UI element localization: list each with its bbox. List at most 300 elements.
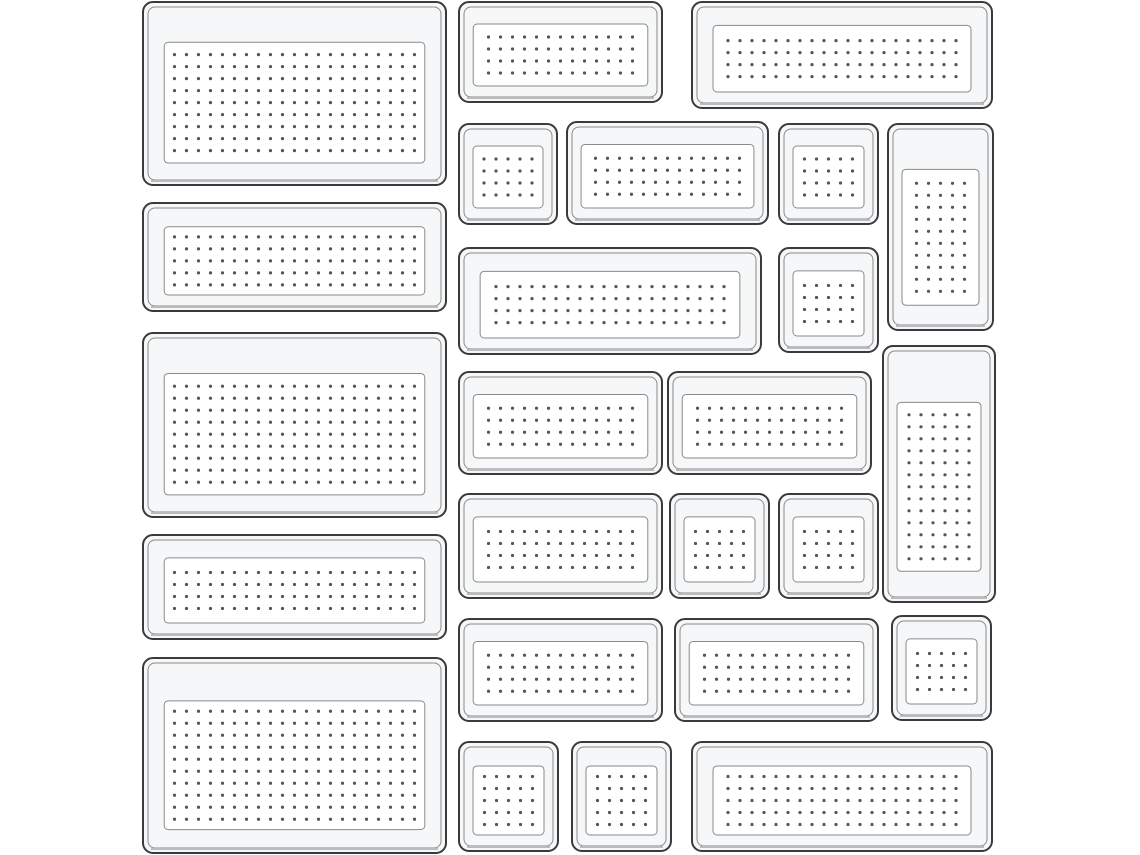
tray-dimple [839,530,842,533]
tray-dimple [815,284,818,287]
tray-dimple [401,385,404,388]
tray-dimple [173,746,176,749]
tray-dimple [602,285,605,288]
tray-dimple [506,193,509,196]
tray-dimple [305,385,308,388]
tray-dimple [233,77,236,80]
tray-dimple [365,235,368,238]
tray-dimple [245,818,248,821]
tray-dimple [823,678,826,681]
tray-dimple [595,431,598,434]
tray-dimple [377,247,380,250]
tray-dimple [257,583,260,586]
tray-dimple [846,51,849,54]
tray-dimple [483,799,486,802]
tray-dimple [559,566,562,569]
tray-dimple [413,137,416,140]
tray-dimple [185,818,188,821]
tray-dimple [798,799,801,802]
tray-dimple [907,461,910,464]
tray-dimple [846,63,849,66]
tray-dimple [317,385,320,388]
tray-dimple [209,421,212,424]
tray-dimple [559,542,562,545]
tray-dimple [742,542,745,545]
organizer-tray [459,2,662,102]
tray-dimple [377,794,380,797]
tray-dimple [197,259,200,262]
tray-dimple [401,125,404,128]
tray-floor [473,394,648,458]
tray-dimple [401,469,404,472]
tray-dimple [221,125,224,128]
tray-dimple [221,583,224,586]
tray-dimple [840,431,843,434]
tray-dimple [578,297,581,300]
tray-dimple [281,77,284,80]
organizer-tray [779,248,878,352]
tray-dimple [353,571,356,574]
tray-dimple [377,457,380,460]
tray-dimple [317,137,320,140]
tray-dimple [706,530,709,533]
tray-dimple [269,818,272,821]
tray-dimple [882,39,885,42]
tray-dimple [595,443,598,446]
tray-dimple [738,169,741,172]
tray-dimple [750,51,753,54]
tray-dimple [341,271,344,274]
tray-dimple [726,51,729,54]
tray-dimple [963,242,966,245]
tray-dimple [487,542,490,545]
tray-dimple [365,481,368,484]
tray-dimple [389,53,392,56]
tray-dimple [571,542,574,545]
tray-dimple [786,811,789,814]
tray-dimple [786,787,789,790]
tray-dimple [413,469,416,472]
tray-dimple [894,787,897,790]
tray-dimple [209,746,212,749]
tray-dimple [631,419,634,422]
tray-dimple [915,182,918,185]
tray-dimple [618,181,621,184]
tray-dimple [317,397,320,400]
tray-dimple [870,811,873,814]
tray-dimple [507,811,510,814]
tray-dimple [401,409,404,412]
tray-dimple [519,823,522,826]
tray-dimple [365,457,368,460]
tray-dimple [828,443,831,446]
tray-dimple [535,47,538,50]
tray-dimple [607,59,610,62]
tray-dimple [197,794,200,797]
tray-dimple [630,181,633,184]
tray-dimple [317,445,320,448]
tray-dimple [245,125,248,128]
tray-dimple [341,595,344,598]
tray-dimple [197,481,200,484]
tray-dimple [547,654,550,657]
tray-dimple [377,125,380,128]
tray-dimple [221,806,224,809]
tray-dimple [919,521,922,524]
tray-dimple [606,157,609,160]
tray-dimple [799,690,802,693]
tray-dimple [329,53,332,56]
tray-dimple [245,481,248,484]
tray-dimple [365,113,368,116]
tray-dimple [173,794,176,797]
tray-dimple [918,811,921,814]
tray-dimple [173,101,176,104]
tray-dimple [281,89,284,92]
tray-dimple [954,63,957,66]
tray-dimple [751,666,754,669]
tray-dimple [341,457,344,460]
tray-dimple [967,521,970,524]
tray-dimple [317,571,320,574]
tray-dimple [726,787,729,790]
tray-dimple [341,149,344,152]
tray-dimple [353,433,356,436]
tray-dimple [815,542,818,545]
tray-dimple [173,65,176,68]
tray-dimple [518,193,521,196]
tray-dimple [245,469,248,472]
tray-dimple [955,413,958,416]
tray-dimple [547,407,550,410]
tray-dimple [233,259,236,262]
tray-dimple [847,666,850,669]
tray-dimple [317,481,320,484]
tray-dimple [173,806,176,809]
tray-dimple [530,285,533,288]
tray-dimple [650,297,653,300]
tray-dimple [245,806,248,809]
tray-dimple [939,254,942,257]
tray-dimple [499,59,502,62]
tray-dimple [919,425,922,428]
tray-dimple [602,297,605,300]
tray-dimple [614,321,617,324]
tray-dimple [185,794,188,797]
tray-dimple [535,59,538,62]
tray-dimple [690,181,693,184]
tray-dimple [542,321,545,324]
tray-dimple [506,309,509,312]
tray-dimple [523,443,526,446]
tray-dimple [317,65,320,68]
tray-dimple [815,566,818,569]
tray-dimple [518,321,521,324]
tray-dimple [762,775,765,778]
tray-dimple [810,39,813,42]
tray-dimple [305,818,308,821]
tray-dimple [329,89,332,92]
tray-dimple [906,799,909,802]
tray-dimple [233,583,236,586]
organizer-tray [888,124,993,330]
tray-dimple [744,443,747,446]
tray-dimple [535,407,538,410]
tray-dimple [233,101,236,104]
tray-dimple [823,654,826,657]
tray-dimple [535,678,538,681]
tray-dimple [305,77,308,80]
tray-dimple [305,433,308,436]
tray-dimple [281,421,284,424]
tray-dimple [738,799,741,802]
tray-dimple [317,125,320,128]
tray-dimple [915,230,918,233]
tray-dimple [702,169,705,172]
tray-dimple [185,77,188,80]
tray-dimple [952,652,955,655]
tray-dimple [365,746,368,749]
tray-dimple [846,787,849,790]
tray-dimple [365,770,368,773]
tray-dimple [353,481,356,484]
tray-dimple [293,271,296,274]
tray-floor [581,144,754,208]
tray-dimple [595,47,598,50]
tray-dimple [341,101,344,104]
tray-dimple [918,39,921,42]
tray-dimple [547,542,550,545]
tray-dimple [644,823,647,826]
tray-dimple [377,283,380,286]
tray-dimple [197,271,200,274]
tray-dimple [257,385,260,388]
tray-dimple [690,169,693,172]
tray-dimple [257,607,260,610]
tray-dimple [329,397,332,400]
tray-dimple [594,193,597,196]
tray-floor [713,25,971,92]
tray-dimple [744,407,747,410]
tray-dimple [353,770,356,773]
tray-dimple [377,722,380,725]
tray-dimple [951,278,954,281]
tray-dimple [706,566,709,569]
tray-dimple [233,433,236,436]
tray-dimple [523,566,526,569]
tray-dimple [293,746,296,749]
tray-dimple [245,457,248,460]
tray-dimple [631,443,634,446]
tray-dimple [726,63,729,66]
tray-dimple [698,321,701,324]
tray-dimple [594,169,597,172]
tray-dimple [882,775,885,778]
tray-dimple [245,235,248,238]
tray-dimple [401,806,404,809]
tray-dimple [506,169,509,172]
tray-dimple [927,242,930,245]
tray-dimple [915,254,918,257]
tray-dimple [221,457,224,460]
tray-dimple [401,421,404,424]
tray-dimple [963,182,966,185]
tray-dimple [894,811,897,814]
tray-dimple [353,758,356,761]
tray-dimple [827,193,830,196]
tray-dimple [915,218,918,221]
tray-dimple [519,799,522,802]
tray-dimple [353,595,356,598]
tray-dimple [595,59,598,62]
tray-dimple [894,775,897,778]
tray-dimple [678,181,681,184]
tray-dimple [919,533,922,536]
tray-dimple [209,397,212,400]
tray-dimple [185,481,188,484]
tray-dimple [389,65,392,68]
tray-dimple [173,481,176,484]
tray-dimple [803,157,806,160]
tray-dimple [413,734,416,737]
tray-dimple [305,794,308,797]
tray-dimple [847,690,850,693]
tray-dimple [870,799,873,802]
tray-dimple [775,666,778,669]
tray-dimple [511,530,514,533]
tray-dimple [173,445,176,448]
tray-dimple [377,149,380,152]
tray-dimple [774,775,777,778]
tray-dimple [742,554,745,557]
tray-dimple [173,247,176,250]
tray-dimple [530,321,533,324]
tray-dimple [257,770,260,773]
tray-dimple [281,758,284,761]
tray-dimple [918,775,921,778]
tray-dimple [245,770,248,773]
tray-dimple [365,607,368,610]
tray-dimple [803,284,806,287]
tray-dimple [703,678,706,681]
tray-dimple [495,823,498,826]
tray-dimple [317,259,320,262]
tray-dimple [858,787,861,790]
tray-dimple [482,157,485,160]
tray-dimple [185,770,188,773]
tray-dimple [173,758,176,761]
tray-dimple [756,443,759,446]
tray-dimple [281,445,284,448]
tray-dimple [619,59,622,62]
tray-dimple [834,39,837,42]
tray-dimple [571,566,574,569]
tray-dimple [916,676,919,679]
tray-dimple [221,283,224,286]
tray-dimple [281,53,284,56]
tray-dimple [798,823,801,826]
tray-dimple [694,542,697,545]
tray-dimple [353,397,356,400]
tray-dimple [583,443,586,446]
tray-dimple [554,297,557,300]
tray-dimple [173,149,176,152]
tray-dimple [787,666,790,669]
tray-dimple [257,101,260,104]
tray-dimple [523,407,526,410]
tray-dimple [547,59,550,62]
tray-dimple [341,259,344,262]
tray-dimple [365,259,368,262]
tray-dimple [507,799,510,802]
tray-dimple [495,811,498,814]
tray-dimple [530,169,533,172]
tray-dimple [487,443,490,446]
tray-dimple [619,678,622,681]
tray-dimple [377,770,380,773]
tray-dimple [939,290,942,293]
tray-dimple [499,530,502,533]
tray-dimple [535,690,538,693]
tray-dimple [341,782,344,785]
tray-dimple [618,157,621,160]
tray-dimple [644,799,647,802]
tray-dimple [955,449,958,452]
tray-dimple [329,595,332,598]
tray-dimple [762,63,765,66]
tray-dimple [750,823,753,826]
tray-dimple [952,676,955,679]
tray-dimple [870,775,873,778]
tray-dimple [523,690,526,693]
tray-dimple [535,431,538,434]
tray-dimple [631,59,634,62]
tray-dimple [834,63,837,66]
tray-dimple [547,47,550,50]
tray-dimple [209,469,212,472]
tray-dimple [185,149,188,152]
tray-dimple [341,283,344,286]
tray-dimple [571,443,574,446]
tray-dimple [173,782,176,785]
tray-dimple [559,678,562,681]
tray-dimple [365,433,368,436]
tray-dimple [317,101,320,104]
tray-dimple [221,469,224,472]
tray-dimple [377,758,380,761]
tray-dimple [401,65,404,68]
tray-dimple [518,181,521,184]
tray-dimple [209,758,212,761]
tray-dimple [967,497,970,500]
tray-dimple [209,433,212,436]
tray-dimple [173,722,176,725]
tray-dimple [365,722,368,725]
tray-dimple [662,297,665,300]
tray-dimple [559,530,562,533]
tray-dimple [858,75,861,78]
tray-dimple [353,385,356,388]
tray-dimple [281,734,284,737]
tray-dimple [233,235,236,238]
tray-dimple [750,799,753,802]
tray-dimple [930,75,933,78]
tray-dimple [365,77,368,80]
tray-dimple [571,530,574,533]
tray-dimple [774,799,777,802]
tray-dimple [317,235,320,238]
tray-dimple [389,259,392,262]
